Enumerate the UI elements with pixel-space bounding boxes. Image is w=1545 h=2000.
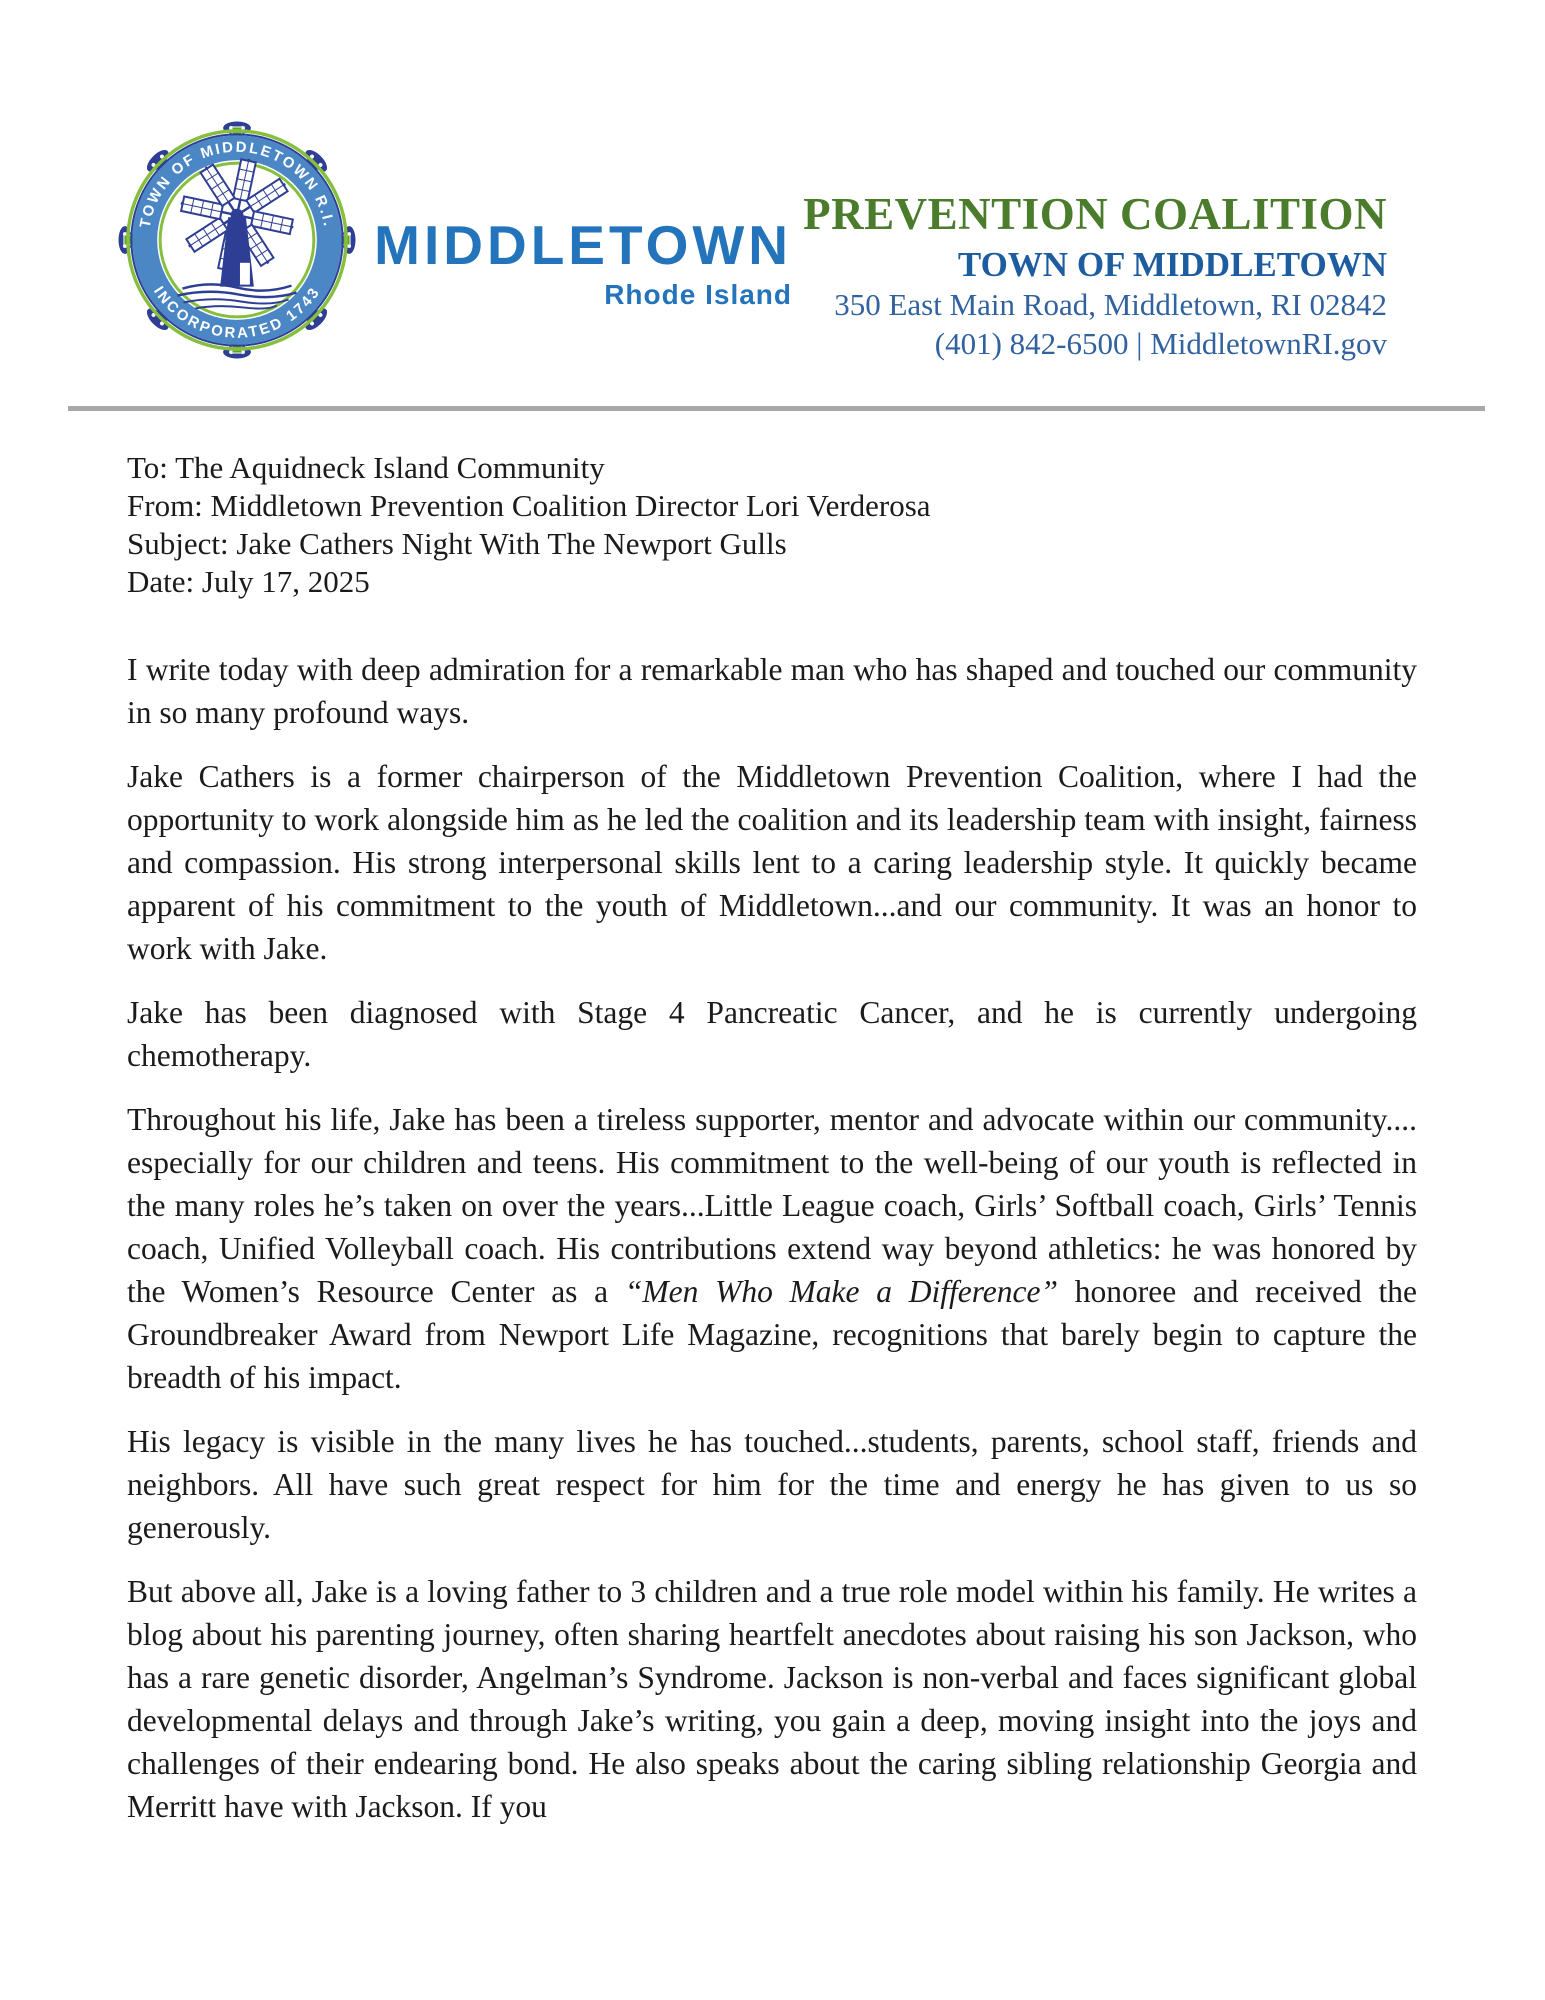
org-address: 350 East Main Road, Middletown, RI 02842: [834, 287, 1387, 323]
text-run: Jake Cathers is a former chairperson of the Middletown Prevention Coalition, where I had the opportunity to work alongside him as he led the coalition and its leadership team with insight, fairness and compassion. His strong interpersonal skills lent to a caring leadership style. It quickly became apparent of his commitment to the youth of Middletown...and our community. It was an honor to work with Jake.: [127, 759, 1417, 966]
text-run: Throughout his life, Jake has been a tireless supporter, mentor and advocate within our community.... especially for our children and teens. His commitment to the well-being of our youth is reflected in the many roles he’s taken on over the years...Little League coach, Girls’ Softball coach, Girls’ Tennis coach, Unified Volleyball coach. His contributions extend way beyond athletics: he was honored by the Women’s Resource Center as a: [127, 1102, 1417, 1309]
italic-phrase: “Men Who Make a Difference”: [624, 1274, 1058, 1309]
text-run: I write today with deep admiration for a remarkable man who has shaped and touched our community in so many profound ways.: [127, 652, 1417, 730]
org-subtitle: TOWN OF MIDDLETOWN: [957, 244, 1387, 284]
letter-paragraph: [127, 1098, 1417, 1399]
org-block: [803, 190, 1387, 362]
town-seal-logo: [118, 120, 356, 360]
header-divider: [68, 406, 1485, 411]
text-run: Jake has been diagnosed with Stage 4 Pancreatic Cancer, and he is currently undergoing chemotherapy.: [127, 995, 1417, 1073]
memo-field-to: To: The Aquidneck Island Community: [127, 450, 605, 485]
text-run: His legacy is visible in the many lives he has touched...students, parents, school staff, friends and neighbors. All have such great respect for him for the time and energy he has given to us so generously.: [127, 1424, 1417, 1545]
letter-paragraph: [127, 1570, 1417, 1828]
memo-field-date: Date: July 17, 2025: [127, 564, 370, 599]
town-wordmark: [360, 214, 792, 310]
org-title: PREVENTION COALITION: [803, 189, 1387, 239]
letter-paragraph: [127, 648, 1417, 734]
letter-paragraph: [127, 1420, 1417, 1549]
memo-fields: [127, 449, 931, 601]
town-seal-graphic: [118, 120, 356, 360]
memo-field-from: From: Middletown Prevention Coalition Director Lori Verderosa: [127, 488, 931, 523]
letter-paragraph: [127, 991, 1417, 1077]
seal-bottom-text: INCORPORATED 1743: [149, 283, 325, 342]
letter-paragraph: [127, 755, 1417, 970]
wordmark-tagline: Rhode Island: [604, 279, 792, 310]
seal-top-text: TOWN OF MIDDLETOWN R.I.: [137, 139, 337, 230]
org-contact: (401) 842-6500 | MiddletownRI.gov: [934, 326, 1387, 362]
text-run: honoree and received the Groundbreaker Award from Newport Life Magazine, recognitions that barely begin to capture the breadth of his impact.: [127, 1274, 1417, 1395]
text-run: But above all, Jake is a loving father to 3 children and a true role model within his family. He writes a blog about his parenting journey, often sharing heartfelt anecdotes about raising his son Jackson, who has a rare genetic disorder, Angelman’s Syndrome. Jackson is non-verbal and faces significant global developmental delays and through Jake’s writing, you gain a deep, moving insight into the joys and challenges of their endearing bond. He also speaks about the caring sibling relationship Georgia and Merritt have with Jackson. If you: [127, 1574, 1417, 1824]
letter-body: [127, 648, 1417, 1849]
memo-field-subject: Subject: Jake Cathers Night With The Newport Gulls: [127, 526, 787, 561]
wordmark-name: MIDDLETOWN: [374, 214, 792, 276]
